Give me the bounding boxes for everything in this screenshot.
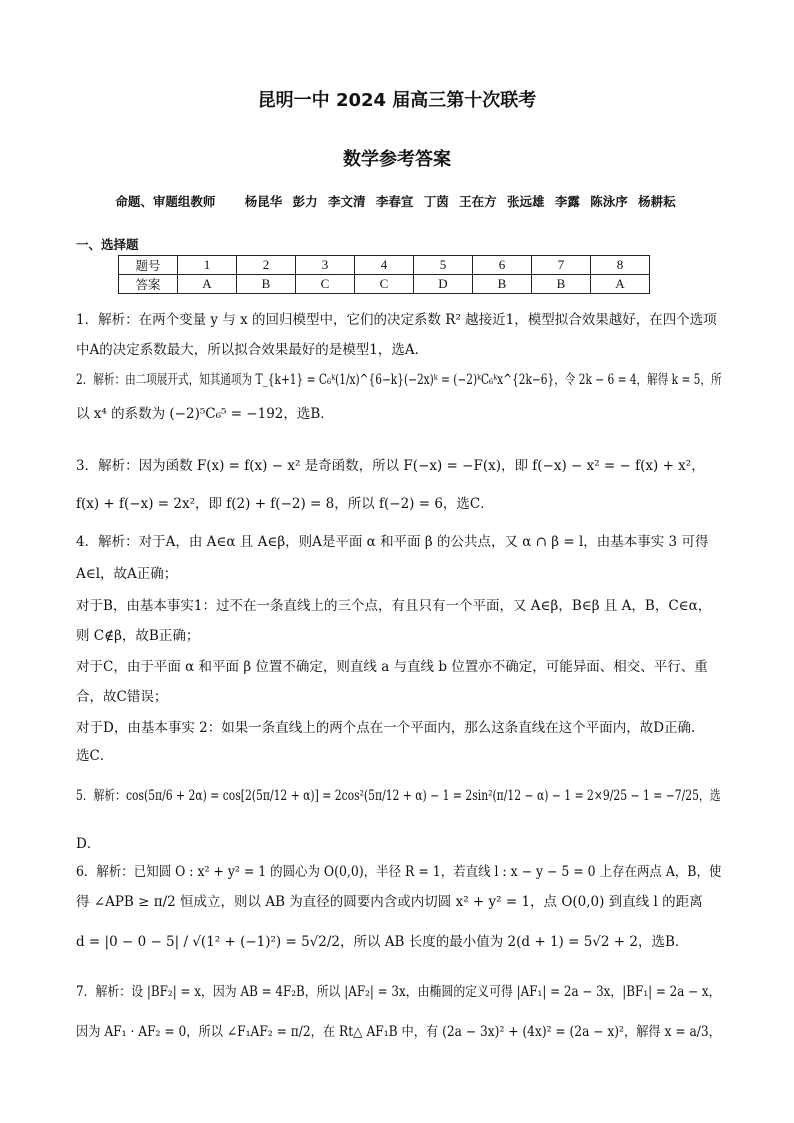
author-name: 彭力 [292,194,318,209]
author-name: 陈泳序 [590,194,628,209]
table-cell: C [355,275,414,294]
q6-solution-line: d = |0 − 0 − 5| / √(1² + (−1)²) = 5√2/2，所以 AB 长度的最小值为 2(d + 1) = 5√2 + 2，选B． [76,934,689,950]
table-cell: B [532,275,591,294]
q4-solution-line: 则 C∉β，故B正确； [76,628,200,644]
table-cell: 5 [414,256,473,275]
author-name: 李春宣 [375,194,414,209]
q5-solution-line: D． [76,836,101,852]
q4-solution-line: 对于C，由于平面 α 和平面 β 位置不确定，则直线 a 与直线 b 位置亦不确定，可能异面、相交、平行、重 [76,659,708,675]
q4-solution-line: A∈l，故A正确； [76,566,178,582]
table-cell: 题号 [119,256,178,275]
table-cell: C [296,275,355,294]
q4-solution-line: 选C． [76,748,114,764]
authors-label: 命题、审题组教师 [115,194,216,209]
q3-solution-line: 3．解析：因为函数 F(x) = f(x) − x² 是奇函数，所以 F(−x) = −F(x)，即 f(−x) − x² = − f(x) + x²， [76,458,705,474]
table-row [119,256,650,275]
q4-solution-line: 合，故C错误； [76,689,168,705]
author-name: 杨耕耘 [638,194,676,209]
q7-solution-line: 因为 AF₁ · AF₂ = 0，所以 ∠F₁AF₂ = π/2，在 Rt△ AF₁B 中，有 (2a − 3x)² + (4x)² = (2a − x)²，解得 x = a/3， [76,1024,721,1040]
author-name: 杨昆华 [244,194,283,209]
table-cell: A [178,275,237,294]
table-cell: D [414,275,473,294]
q1-solution-line: 中A的决定系数最大，所以拟合效果最好的是模型1，选A． [76,342,429,358]
author-name: 丁茵 [423,194,449,209]
author-name: 王在方 [459,194,497,209]
q5-solution-line: 5．解析：cos(5π/6 + 2α) = cos[2(5π/12 + α)] = 2cos²(5π/12 + α) − 1 = 2sin²(π/12 − α) − 1 = 2×9/25 − 1 = −7/25，选 [76,788,721,804]
answer-table [118,255,650,294]
q1-solution-line: 1．解析：在两个变量 y 与 x 的回归模型中，它们的决定系数 R² 越接近1，模型拟合效果越好，在四个选项 [76,312,717,328]
table-cell: 2 [237,256,296,275]
authors-line [0,192,794,210]
author-name: 李文清 [327,194,366,209]
table-cell: 8 [591,256,650,275]
q6-solution-line: 得 ∠APB ≥ π/2 恒成立，则以 AB 为直径的圆要内含或内切圆 x² + y² = 1，点 O(0,0) 到直线 l 的距离 [76,894,703,910]
q3-solution-line: f(x) + f(−x) = 2x²，即 f(2) + f(−2) = 8，所以 f(−2) = 6，选C． [76,496,494,512]
q6-solution-line: 6．解析：已知圆 O : x² + y² = 1 的圆心为 O(0,0)，半径 R = 1，若直线 l : x − y − 5 = 0 上存在两点 A，B，使 [76,864,722,880]
table-cell: A [591,275,650,294]
table-cell: B [473,275,532,294]
q4-solution-line: 对于D，由基本事实 2：如果一条直线上的两个点在一个平面内，那么这条直线在这个平面内，故D正确. [76,720,696,736]
q2-solution-line: 2．解析：由二项展开式，知其通项为 T_{k+1} = C₆ᵏ(1/x)^{6−k}(−2x)ᵏ = (−2)ᵏC₆ᵏx^{2k−6}，令 2k − 6 = 4，解得 k = 5，所 [76,372,722,388]
table-row [119,275,650,294]
author-name: 李露 [554,194,580,209]
q2-solution-line: 以 x⁴ 的系数为 (−2)⁵C₆⁵ = −192，选B． [76,406,334,422]
table-cell: 7 [532,256,591,275]
table-cell: 3 [296,256,355,275]
section-heading: 一、选择题 [76,237,139,252]
table-cell: 6 [473,256,532,275]
table-cell: 答案 [119,275,178,294]
table-cell: B [237,275,296,294]
q4-solution-line: 对于B，由基本事实1：过不在一条直线上的三个点，有且只有一个平面，又 A∈β，B∈β 且 A，B，C∈α， [76,598,712,614]
exam-title: 昆明一中 2024 届高三第十次联考 [257,90,537,111]
author-name: 张远雄 [506,194,545,209]
table-cell: 4 [355,256,414,275]
q4-solution-line: 4．解析：对于A，由 A∈α 且 A∈β，则A是平面 α 和平面 β 的公共点，又 α ∩ β = l，由基本事实 3 可得 [76,534,709,550]
table-cell: 1 [178,256,237,275]
q7-solution-line: 7．解析：设 |BF₂| = x，因为 AB = 4F₂B，所以 |AF₂| = 3x，由椭圆的定义可得 |AF₁| = 2a − 3x，|BF₁| = 2a − x， [76,984,721,1000]
answer-key-subtitle: 数学参考答案 [343,149,451,170]
